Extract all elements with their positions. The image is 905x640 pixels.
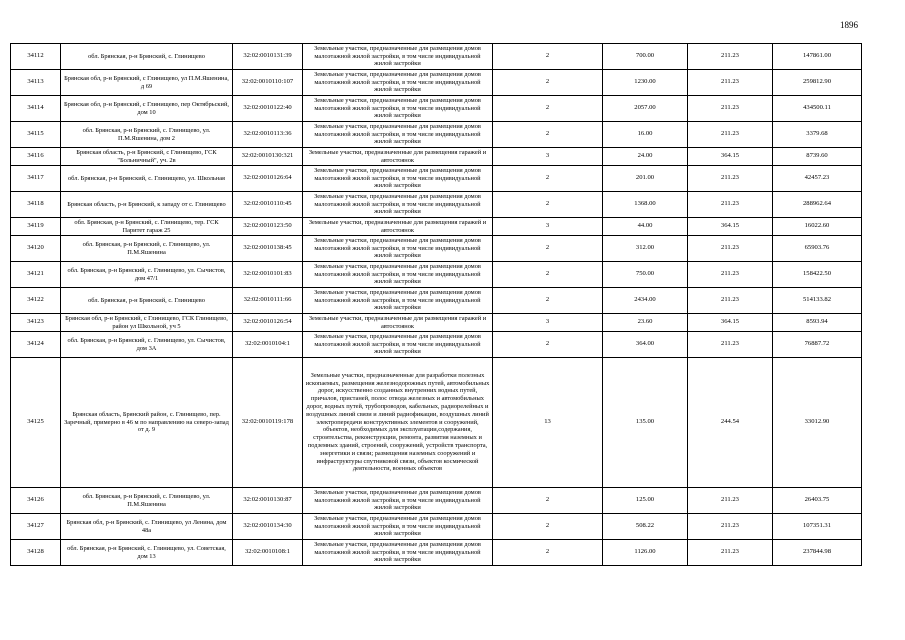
land-use-cell: Земельные участки, предназначенные для размещения домов малоэтажной жилой застройки, в том числе индивидуальной жилой застройки <box>303 540 493 566</box>
specific-value-cell: 211.23 <box>688 488 773 514</box>
cadastral-number-cell: 32:02:0010119:178 <box>233 358 303 488</box>
cadastral-value-cell: 33012.90 <box>773 358 862 488</box>
area-cell: 16.00 <box>603 122 688 148</box>
specific-value-cell: 211.23 <box>688 96 773 122</box>
land-use-cell: Земельные участки, предназначенные для размещения домов малоэтажной жилой застройки, в том числе индивидуальной жилой застройки <box>303 288 493 314</box>
address-cell: обл. Брянская, р-н Брянский, с. Глинищево, ул. П.М.Яшенина <box>61 236 233 262</box>
use-group-cell: 2 <box>493 192 603 218</box>
use-group-cell: 2 <box>493 332 603 358</box>
row-number-cell: 34119 <box>11 218 61 236</box>
use-group-cell: 2 <box>493 44 603 70</box>
cadastral-number-cell: 32:02:0010113:36 <box>233 122 303 148</box>
area-cell: 23.60 <box>603 314 688 332</box>
land-use-cell: Земельные участки, предназначенные для размещения домов малоэтажной жилой застройки, в том числе индивидуальной жилой застройки <box>303 514 493 540</box>
cadastral-number-cell: 32:02:0010104:1 <box>233 332 303 358</box>
area-cell: 44.00 <box>603 218 688 236</box>
table-row <box>11 488 862 514</box>
row-number-cell: 34121 <box>11 262 61 288</box>
specific-value-cell: 211.23 <box>688 192 773 218</box>
cadastral-number-cell: 32:02:0010126:64 <box>233 166 303 192</box>
row-number-cell: 34115 <box>11 122 61 148</box>
use-group-cell: 2 <box>493 514 603 540</box>
use-group-cell: 2 <box>493 70 603 96</box>
specific-value-cell: 211.23 <box>688 166 773 192</box>
land-use-cell: Земельные участки, предназначенные для размещения домов малоэтажной жилой застройки, в том числе индивидуальной жилой застройки <box>303 332 493 358</box>
use-group-cell: 2 <box>493 262 603 288</box>
land-use-cell: Земельные участки, предназначенные для размещения гаражей и автостоянок <box>303 218 493 236</box>
address-cell: обл. Брянская, р-н Брянский, с. Глинищево, ул. Школьная <box>61 166 233 192</box>
area-cell: 24.00 <box>603 148 688 166</box>
cadastral-value-cell: 158422.50 <box>773 262 862 288</box>
land-use-cell: Земельные участки, предназначенные для размещения домов малоэтажной жилой застройки, в том числе индивидуальной жилой застройки <box>303 262 493 288</box>
address-cell: Брянская область, р-н Брянский, с Глинищево, ГСК "Больничный", уч. 2в <box>61 148 233 166</box>
use-group-cell: 2 <box>493 288 603 314</box>
address-cell: обл. Брянская, р-н Брянский, с. Глинищево, ул. Сычистов, дом 47/1 <box>61 262 233 288</box>
cadastral-value-cell: 8593.94 <box>773 314 862 332</box>
area-cell: 750.00 <box>603 262 688 288</box>
use-group-cell: 2 <box>493 488 603 514</box>
land-use-cell: Земельные участки, предназначенные для размещения гаражей и автостоянок <box>303 148 493 166</box>
row-number-cell: 34123 <box>11 314 61 332</box>
table-row <box>11 262 862 288</box>
address-cell: Брянская обл, р-н Брянский, с Глинищево, пер Октябрьский, дом 10 <box>61 96 233 122</box>
use-group-cell: 2 <box>493 236 603 262</box>
area-cell: 508.22 <box>603 514 688 540</box>
table-row <box>11 218 862 236</box>
use-group-cell: 3 <box>493 314 603 332</box>
land-use-cell: Земельные участки, предназначенные для размещения домов малоэтажной жилой застройки, в том числе индивидуальной жилой застройки <box>303 488 493 514</box>
cadastral-number-cell: 32:02:0010134:30 <box>233 514 303 540</box>
cadastral-number-cell: 32:02:0010110:107 <box>233 70 303 96</box>
area-cell: 201.00 <box>603 166 688 192</box>
land-use-cell: Земельные участки, предназначенные для размещения домов малоэтажной жилой застройки, в том числе индивидуальной жилой застройки <box>303 192 493 218</box>
cadastral-number-cell: 32:02:0010126:54 <box>233 314 303 332</box>
specific-value-cell: 211.23 <box>688 332 773 358</box>
cadastral-value-cell: 259812.90 <box>773 70 862 96</box>
table-row <box>11 122 862 148</box>
row-number-cell: 34112 <box>11 44 61 70</box>
address-cell: обл. Брянская, р-н Брянский, с. Глинищево <box>61 44 233 70</box>
cadastral-value-cell: 42457.23 <box>773 166 862 192</box>
address-cell: обл. Брянская, р-н Брянский, с. Глинищево, ул. Сычистов, дом 3А <box>61 332 233 358</box>
address-cell: обл. Брянская, р-н Брянский, с. Глинищево, ул. Советская, дом 13 <box>61 540 233 566</box>
specific-value-cell: 364.15 <box>688 314 773 332</box>
cadastral-number-cell: 32:02:0010123:50 <box>233 218 303 236</box>
address-cell: обл. Брянская, р-н Брянский, с. Глинищево, ул. П.М.Яшенина, дом 2 <box>61 122 233 148</box>
cadastral-number-cell: 32:02:0010138:45 <box>233 236 303 262</box>
cadastral-number-cell: 32:02:0010108:1 <box>233 540 303 566</box>
specific-value-cell: 211.23 <box>688 540 773 566</box>
area-cell: 1126.00 <box>603 540 688 566</box>
address-cell: Брянская область, р-н Брянский, к западу от с. Глинищево <box>61 192 233 218</box>
cadastral-number-cell: 32:02:0010130:87 <box>233 488 303 514</box>
table-body <box>11 44 862 566</box>
area-cell: 700.00 <box>603 44 688 70</box>
use-group-cell: 3 <box>493 148 603 166</box>
table-row <box>11 70 862 96</box>
specific-value-cell: 244.54 <box>688 358 773 488</box>
row-number-cell: 34116 <box>11 148 61 166</box>
cadastral-number-cell: 32:02:0010130:321 <box>233 148 303 166</box>
address-cell: Брянская обл, р-н Брянский, с Глинищево, ГСК Глинищево, район ул Школьной, уч 5 <box>61 314 233 332</box>
cadastral-number-cell: 32:02:0010131:39 <box>233 44 303 70</box>
land-use-cell: Земельные участки, предназначенные для размещения домов малоэтажной жилой застройки, в том числе индивидуальной жилой застройки <box>303 236 493 262</box>
area-cell: 364.00 <box>603 332 688 358</box>
area-cell: 135.00 <box>603 358 688 488</box>
row-number-cell: 34114 <box>11 96 61 122</box>
cadastral-number-cell: 32:02:0010122:40 <box>233 96 303 122</box>
address-cell: Брянская обл, р-н Брянский, с. Глинищево, ул Ленина, дом 48а <box>61 514 233 540</box>
row-number-cell: 34118 <box>11 192 61 218</box>
area-cell: 2057.00 <box>603 96 688 122</box>
table-row <box>11 314 862 332</box>
table-row <box>11 514 862 540</box>
row-number-cell: 34124 <box>11 332 61 358</box>
cadastral-value-cell: 434500.11 <box>773 96 862 122</box>
use-group-cell: 2 <box>493 122 603 148</box>
cadastral-value-cell: 288962.64 <box>773 192 862 218</box>
specific-value-cell: 211.23 <box>688 70 773 96</box>
table-row <box>11 540 862 566</box>
cadastral-value-cell: 514133.82 <box>773 288 862 314</box>
land-use-cell: Земельные участки, предназначенные для размещения гаражей и автостоянок <box>303 314 493 332</box>
table-row <box>11 192 862 218</box>
specific-value-cell: 364.15 <box>688 218 773 236</box>
row-number-cell: 34126 <box>11 488 61 514</box>
table-row <box>11 288 862 314</box>
use-group-cell: 3 <box>493 218 603 236</box>
cadastral-number-cell: 32:02:0010110:45 <box>233 192 303 218</box>
cadastral-number-cell: 32:02:0010101:83 <box>233 262 303 288</box>
cadastral-value-cell: 76887.72 <box>773 332 862 358</box>
row-number-cell: 34113 <box>11 70 61 96</box>
land-use-cell: Земельные участки, предназначенные для размещения домов малоэтажной жилой застройки, в том числе индивидуальной жилой застройки <box>303 96 493 122</box>
row-number-cell: 34125 <box>11 358 61 488</box>
cadastral-number-cell: 32:02:0010111:66 <box>233 288 303 314</box>
cadastral-value-cell: 147861.00 <box>773 44 862 70</box>
address-cell: обл. Брянская, р-н Брянский, с. Глинищево, ул. П.М.Яшенина <box>61 488 233 514</box>
area-cell: 1230.00 <box>603 70 688 96</box>
specific-value-cell: 211.23 <box>688 122 773 148</box>
table-row <box>11 236 862 262</box>
specific-value-cell: 211.23 <box>688 262 773 288</box>
cadastral-value-cell: 26403.75 <box>773 488 862 514</box>
area-cell: 1368.00 <box>603 192 688 218</box>
row-number-cell: 34128 <box>11 540 61 566</box>
table-row <box>11 166 862 192</box>
row-number-cell: 34117 <box>11 166 61 192</box>
cadastral-value-cell: 107351.31 <box>773 514 862 540</box>
address-cell: Брянская область, Брянский район, с. Глинищево, пер. Заречный, примерно в 46 м по направлению на северо-запад от д. 9 <box>61 358 233 488</box>
area-cell: 125.00 <box>603 488 688 514</box>
row-number-cell: 34122 <box>11 288 61 314</box>
row-number-cell: 34120 <box>11 236 61 262</box>
land-use-cell: Земельные участки, предназначенные для размещения домов малоэтажной жилой застройки, в том числе индивидуальной жилой застройки <box>303 166 493 192</box>
cadastral-value-cell: 3379.68 <box>773 122 862 148</box>
address-cell: обл. Брянская, р-н Брянский, с. Глинищево, тер. ГСК Паритет гараж 25 <box>61 218 233 236</box>
land-use-cell: Земельные участки, предназначенные для размещения домов малоэтажной жилой застройки, в том числе индивидуальной жилой застройки <box>303 122 493 148</box>
specific-value-cell: 211.23 <box>688 514 773 540</box>
cadastral-value-cell: 8739.60 <box>773 148 862 166</box>
address-cell: обл. Брянская, р-н Брянский, с. Глинищево <box>61 288 233 314</box>
table-row <box>11 358 862 488</box>
specific-value-cell: 211.23 <box>688 288 773 314</box>
address-cell: Брянская обл, р-н Брянский, с Глинищево, ул П.М.Яшенина, д 69 <box>61 70 233 96</box>
area-cell: 2434.00 <box>603 288 688 314</box>
cadastral-value-cell: 65903.76 <box>773 236 862 262</box>
land-use-cell: Земельные участки, предназначенные для разработки полезных ископаемых, размещения железнодорожных путей, автомобильных дорог, искусственно созданных внутренних водных путей, причалов, пристаней, полос отвода железных и автомобильных дорог, водных путей, трубопроводов, кабельных, радиорелейных и воздушных линий связи и линий радиофикации, воздушных линий электропередачи конструктивных элементов и сооружений, объектов, необходимых для эксплуатации,содержания, строительства, реконструкции, ремонта, развития наземных и подземных зданий, строений, сооружений, устройств транспорта, энергетики и связи; размещения наземных сооружений и инфраструктуры спутниковой связи, объектов космической деятельности, военных объектов <box>303 358 493 488</box>
use-group-cell: 13 <box>493 358 603 488</box>
land-use-cell: Земельные участки, предназначенные для размещения домов малоэтажной жилой застройки, в том числе индивидуальной жилой застройки <box>303 44 493 70</box>
specific-value-cell: 211.23 <box>688 44 773 70</box>
table-row <box>11 148 862 166</box>
specific-value-cell: 364.15 <box>688 148 773 166</box>
use-group-cell: 2 <box>493 540 603 566</box>
row-number-cell: 34127 <box>11 514 61 540</box>
cadastral-value-cell: 237844.98 <box>773 540 862 566</box>
specific-value-cell: 211.23 <box>688 236 773 262</box>
table-row <box>11 332 862 358</box>
area-cell: 312.00 <box>603 236 688 262</box>
table-row <box>11 96 862 122</box>
use-group-cell: 2 <box>493 96 603 122</box>
table-row <box>11 44 862 70</box>
page-number: 1896 <box>840 20 858 30</box>
land-use-cell: Земельные участки, предназначенные для размещения домов малоэтажной жилой застройки, в том числе индивидуальной жилой застройки <box>303 70 493 96</box>
cadastral-value-cell: 16022.60 <box>773 218 862 236</box>
cadastral-value-table <box>10 43 862 566</box>
use-group-cell: 2 <box>493 166 603 192</box>
